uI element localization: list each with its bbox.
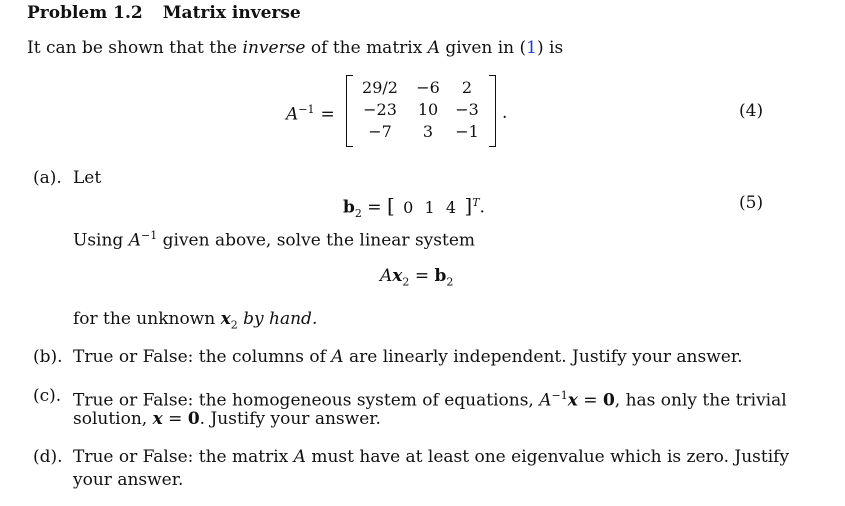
vector-entry: 1	[424, 197, 435, 217]
equals-sign: =	[409, 266, 435, 286]
ref-paren: (	[519, 38, 527, 58]
vector-x-symbol: x	[152, 409, 163, 429]
matrix-symbol: A	[128, 230, 142, 251]
part-a-label: (a).	[33, 168, 62, 188]
matrix-cell: −23	[363, 100, 397, 119]
intro-sentence	[27, 38, 563, 58]
exponent: −1	[551, 389, 568, 402]
equation-number-5: (5)	[739, 193, 764, 213]
row-vector-open-bracket: [	[386, 193, 395, 218]
lhs-symbol: A	[286, 104, 299, 125]
part-b-text	[73, 347, 743, 367]
equals-sign: =	[367, 197, 382, 218]
matrix-cell: 10	[417, 100, 439, 119]
equation-reference-link[interactable]: 1	[526, 38, 537, 58]
intro-text: It can be shown that the	[27, 38, 243, 58]
part-d-line-2: your answer.	[73, 470, 184, 490]
question-text: must have at least one eigenvalue which is zero. Justify	[305, 447, 790, 467]
part-a-let: Let	[73, 168, 102, 188]
instruction-text: given above, solve the linear system	[157, 230, 476, 251]
vector-b2-equation	[343, 193, 485, 224]
right-bracket	[489, 75, 496, 147]
subscript: 2	[230, 318, 238, 332]
part-a-unknown	[73, 309, 317, 335]
part-c-line-2	[73, 409, 381, 429]
equals-sign: =	[577, 390, 603, 411]
ref-paren: )	[537, 38, 544, 58]
matrix-symbol: A	[427, 38, 440, 58]
instruction-text: for the unknown	[73, 309, 221, 329]
instruction-text: Using	[73, 230, 129, 251]
matrix-cell: −3	[455, 100, 479, 119]
vector-x-symbol: x	[392, 266, 403, 286]
equation-period: .	[502, 103, 508, 123]
inverse-lhs	[286, 100, 335, 125]
matrix-cell: −7	[368, 122, 392, 141]
vector-x-symbol: x	[567, 390, 578, 411]
inverse-matrix	[346, 75, 496, 147]
row-vector-close-bracket: ]	[464, 193, 473, 218]
question-text: True or False: the homogeneous system of equations,	[73, 390, 540, 411]
question-text: True or False: the matrix	[73, 447, 294, 467]
part-c-label: (c).	[33, 386, 62, 406]
intro-text: of the matrix	[305, 38, 428, 58]
subscript: 2	[446, 275, 454, 289]
equation-period: .	[479, 197, 485, 218]
matrix-symbol: A	[380, 266, 393, 286]
problem-number: Problem 1.2	[27, 3, 143, 23]
intro-emphasis: inverse	[242, 38, 306, 58]
equation-number-4: (4)	[739, 101, 764, 121]
question-text: , has only the trivial	[614, 390, 787, 411]
zero-vector: 0	[187, 409, 200, 429]
matrix-symbol: A	[539, 390, 552, 411]
equals-sign: =	[320, 104, 335, 125]
vector-b-symbol: b	[343, 197, 355, 218]
matrix-cell: −1	[455, 122, 479, 141]
part-c-line-1	[73, 386, 787, 411]
vector-entry: 4	[445, 197, 457, 217]
question-text: solution,	[73, 409, 153, 429]
problem-heading	[27, 3, 301, 23]
instruction-emphasis: by hand.	[237, 309, 318, 329]
matrix-symbol: A	[293, 447, 306, 467]
subscript: 2	[402, 275, 410, 289]
vector-b-symbol: b	[434, 266, 447, 286]
matrix-cell: 3	[422, 122, 434, 141]
problem-title: Matrix inverse	[162, 3, 301, 23]
question-text: are linearly independent. Justify your answer.	[343, 347, 743, 367]
matrix-cell: 29/2	[362, 78, 398, 97]
exponent: −1	[141, 229, 158, 242]
vector-x-symbol: x	[220, 309, 231, 329]
question-text: . Justify your answer.	[199, 409, 381, 429]
matrix-cell: 2	[461, 78, 473, 97]
part-d-line-1	[73, 447, 789, 467]
part-b-label: (b).	[33, 347, 63, 367]
part-d-label: (d).	[33, 447, 63, 467]
zero-vector: 0	[602, 390, 615, 411]
question-text: True or False: the columns of	[73, 347, 332, 367]
left-bracket	[346, 75, 353, 147]
vector-entry: 0	[403, 197, 414, 217]
matrix-symbol: A	[331, 347, 344, 367]
intro-text: is	[543, 38, 564, 58]
linear-system-equation	[380, 266, 453, 292]
lhs-exponent: −1	[298, 103, 315, 116]
part-a-instruction	[73, 226, 475, 251]
transpose-mark: T	[472, 196, 480, 209]
matrix-cell: −6	[416, 78, 440, 97]
intro-text: given in	[440, 38, 520, 58]
equals-sign: =	[162, 409, 188, 429]
subscript: 2	[354, 207, 362, 221]
